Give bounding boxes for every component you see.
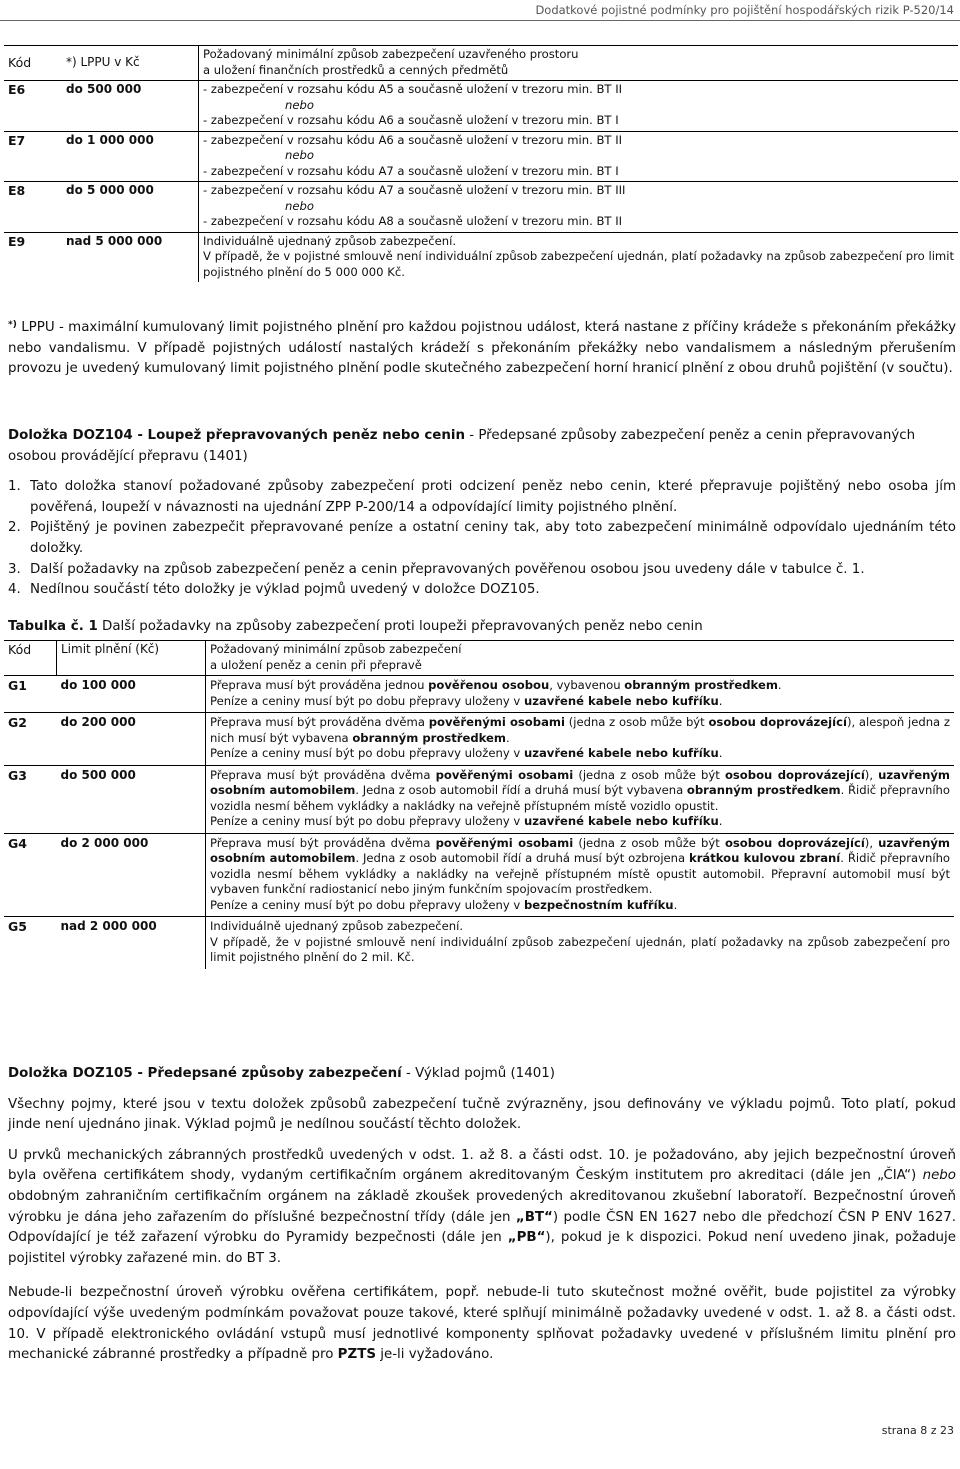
table-row bbox=[4, 81, 958, 132]
header-requirement bbox=[199, 46, 959, 81]
list-text: Pojištěný je povinen zabezpečit přepravované peníze a ostatní ceniny tak, aby toto zabezpečení minimálně odpovídalo ujednáním této doložky. bbox=[30, 520, 956, 556]
doz105-section bbox=[8, 1064, 956, 1366]
table-row bbox=[4, 833, 954, 917]
list-item bbox=[8, 477, 956, 518]
text-run: Přeprava musí být prováděna dvěma bbox=[210, 835, 436, 850]
list-item bbox=[8, 518, 956, 559]
text-run: . bbox=[718, 746, 723, 760]
footnote-text: LPPU - maximální kumulovaný limit pojistného plnění pro každou pojistnou událost, která nastane z příčiny krádeže s překonáním překážky nebo vandalismu. V případě pojistných událostí nastalých krádeží s překonáním překážky nebo vandalismem a následným přerušením provozu je uvedený kumulovaný limit pojistného plnění podle skutečného zabezpečení horní hranicí plnění z obou druhů pojištění (v součtu). bbox=[8, 320, 956, 377]
text-run: pověřenou osobou bbox=[428, 678, 550, 692]
req-line: - zabezpečení v rozsahu kódu A8 a současně uložení v trezoru min. BT II bbox=[203, 214, 623, 228]
row-code: E7 bbox=[4, 131, 62, 182]
row-requirement bbox=[206, 917, 955, 969]
row-limit: do 500 000 bbox=[62, 81, 199, 132]
text-run: Nebude-li bezpečnostní úroveň výrobku ověřena certifikátem, popř. nebude-li tuto skutečnost možné ověřit, bude pojistitel za výrobky odpovídající výše uvedeným podmínkám považovat pouze takové, které splňují minimálně požadavky uvedené v odst. 1. až 8. a části odst. 10. V případě elektronického ovládání vstupů musí jednotlivé komponenty splňovat požadavky uvedené v příslušném limitu plnění pro mechanické zábranné prostředky a případně pro bbox=[8, 1285, 956, 1363]
doz104-heading bbox=[8, 426, 956, 467]
text-run: . Jedna z osob automobil řídí a druhá musí být ozbrojena bbox=[355, 851, 689, 865]
table2-caption-label: Tabulka č. 1 bbox=[8, 619, 98, 634]
req-line: V případě, že v pojistné smlouvě není individuální způsob zabezpečení ujednán, platí požadavky na způsob zabezpečení pro limit pojistného plnění do 5 000 000 Kč. bbox=[203, 249, 954, 279]
req-text bbox=[210, 694, 950, 710]
text-run: Přeprava musí být prováděna jednou bbox=[210, 678, 429, 692]
row-code: G5 bbox=[8, 919, 27, 934]
text-run: . bbox=[718, 814, 723, 828]
text-run: uzavřené kabele nebo kufříku bbox=[523, 814, 719, 828]
list-item bbox=[8, 560, 956, 581]
row-requirement bbox=[206, 765, 955, 833]
row-limit: do 1 000 000 bbox=[62, 131, 199, 182]
row-limit: nad 5 000 000 bbox=[66, 233, 163, 248]
text-run: nebo bbox=[922, 1168, 956, 1184]
header-limit: Limit plnění (Kč) bbox=[57, 641, 206, 676]
table2-caption-text: Další požadavky na způsoby zabezpečení proti loupeži přepravovaných peněz nebo cenin bbox=[97, 619, 703, 634]
text-run: Peníze a ceniny musí být po dobu přepravy uloženy v bbox=[210, 746, 524, 760]
row-requirement bbox=[206, 713, 955, 766]
row-requirement bbox=[199, 182, 959, 233]
req-text bbox=[210, 768, 950, 815]
header-req-line1: Požadovaný minimální způsob zabezpečení uzavřeného prostoru bbox=[203, 47, 579, 61]
row-code: E9 bbox=[8, 233, 26, 249]
row-code: G1 bbox=[4, 676, 57, 713]
row-code: E8 bbox=[4, 182, 62, 233]
text-run: osobou doprovázející bbox=[708, 715, 847, 729]
nebo-label: nebo bbox=[285, 148, 314, 162]
req-line: - zabezpečení v rozsahu kódu A5 a současně uložení v trezoru min. BT II bbox=[203, 82, 623, 96]
doz105-paragraph bbox=[8, 1146, 956, 1270]
text-run: . Jedna z osob automobil řídí a druhá musí být vybavena bbox=[355, 783, 687, 797]
req-text bbox=[210, 715, 950, 746]
req-line: - zabezpečení v rozsahu kódu A6 a současně uložení v trezoru min. BT II bbox=[203, 132, 623, 147]
text-run: je-li vyžadováno. bbox=[375, 1347, 494, 1363]
text-run: ), pokud je k dispozici. Pokud není uvedeno jinak, požaduje pojistitel výrobky zařazené min. do BT 3. bbox=[8, 1230, 957, 1266]
text-run: obranným prostředkem bbox=[624, 678, 778, 692]
table-row bbox=[4, 232, 958, 282]
row-limit: nad 2 000 000 bbox=[60, 919, 157, 933]
doz104-list bbox=[8, 477, 956, 601]
row-limit: do 2 000 000 bbox=[57, 833, 206, 917]
nebo-label: nebo bbox=[285, 198, 314, 213]
text-run: Přeprava musí být prováděna dvěma bbox=[210, 767, 436, 782]
table-row bbox=[4, 131, 958, 182]
list-item bbox=[8, 580, 956, 601]
text-run: krátkou kulovou zbraní bbox=[688, 851, 841, 865]
doz105-subtitle: - Výklad pojmů (1401) bbox=[401, 1066, 555, 1081]
req-text: Individuálně ujednaný způsob zabezpečení. bbox=[210, 919, 464, 933]
req-text bbox=[210, 814, 950, 830]
text-run: U prvků mechanických zábranných prostředků uvedených v odst. 1. až 8. a části odst. 10. je požadováno, aby jejich bezpečnostní úroveň byla ověřena certifikátem shody, vydaným certifikačním orgánem akreditovaným Českým institutem pro akreditaci (dále jen „ČIA“) bbox=[8, 1147, 956, 1184]
text-run: . Řidič přepravního vozidla nesmí během vykládky a nakládky na veřejně přístupném místě opustit automobil. Přepravní automobil musí být vybaven funkční radiostanicí nebo jiným funkčním spojovacím prostředkem. bbox=[210, 851, 951, 896]
row-code: E6 bbox=[4, 81, 62, 132]
row-requirement bbox=[199, 232, 959, 282]
text-run: Přeprava musí být prováděna dvěma bbox=[210, 715, 429, 729]
row-code: G4 bbox=[4, 833, 57, 917]
text-run: . Řidič přepravního vozidla nesmí během vykládky a nakládky na veřejně přístupném místě vozidlo opustit. bbox=[210, 783, 950, 813]
req-line: - zabezpečení v rozsahu kódu A7 a současně uložení v trezoru min. BT I bbox=[203, 163, 619, 178]
header-limit: *) LPPU v Kč bbox=[62, 46, 199, 81]
text-run: uzavřené kabele nebo kufříku bbox=[523, 693, 719, 708]
text-run: Peníze a ceniny musí být po dobu přepravy uloženy v bbox=[210, 814, 524, 828]
text-run: PZTS bbox=[337, 1347, 376, 1363]
table2-caption bbox=[8, 617, 956, 638]
text-run: „BT“ bbox=[515, 1209, 553, 1225]
nebo-label: nebo bbox=[285, 97, 314, 112]
text-run: uzavřené kabele nebo kufříku bbox=[523, 746, 719, 760]
row-requirement bbox=[206, 676, 955, 713]
table-g-codes bbox=[4, 640, 954, 969]
table-header-row bbox=[4, 46, 958, 81]
row-requirement bbox=[199, 81, 959, 132]
text-run: uzavřeným osobním automobilem bbox=[210, 767, 950, 797]
text-run: „PB“ bbox=[507, 1230, 546, 1246]
table-row bbox=[4, 917, 954, 969]
row-code: G3 bbox=[4, 765, 57, 833]
row-limit: do 200 000 bbox=[57, 713, 206, 766]
text-run: (jedna z osob může být bbox=[564, 715, 709, 729]
req-line: - zabezpečení v rozsahu kódu A7 a současně uložení v trezoru min. BT III bbox=[203, 183, 626, 197]
text-run: . bbox=[777, 678, 782, 692]
text-run: pověřenými osobami bbox=[435, 835, 574, 850]
list-number: 2. bbox=[8, 520, 21, 536]
page-header: Dodatkové pojistné podmínky pro pojištění hospodářských rizik P-520/14 bbox=[535, 3, 954, 17]
list-text: Tato doložka stanoví požadované způsoby zabezpečení proti odcizení peněz nebo cenin, které přepravuje pojištěný nebo osoba jím pověřená, loupeží v návaznosti na ujednání ZPP P-200/14 a odpovídající limity pojistného plnění. bbox=[30, 479, 956, 515]
text-run: obdobným zahraničním certifikačním orgánem na základě zkoušek provedených akreditovanou zkušební laboratoří. Bezpečnostní úroveň výrobku je dána jeho zařazením do příslušné bezpečnostní třídy (dále jen bbox=[8, 1188, 956, 1225]
text-run: pověřenými osobami bbox=[435, 767, 574, 782]
text-run: obranným prostředkem bbox=[352, 730, 506, 745]
list-number: 3. bbox=[8, 561, 21, 577]
footnote-star: *) bbox=[8, 320, 17, 330]
row-limit: do 5 000 000 bbox=[62, 182, 199, 233]
header-code: Kód bbox=[4, 641, 57, 676]
header-divider bbox=[0, 20, 960, 21]
doz105-heading bbox=[8, 1064, 956, 1085]
text-run: Peníze a ceniny musí být po dobu přepravy uloženy v bbox=[210, 897, 524, 912]
table-e-codes bbox=[4, 45, 958, 282]
header-req-line1: Požadovaný minimální způsob zabezpečení bbox=[210, 642, 462, 656]
text-run: Peníze a ceniny musí být po dobu přepravy uloženy v bbox=[210, 693, 524, 708]
page-number: strana 8 z 23 bbox=[881, 1424, 954, 1437]
text-run: osobou doprovázející bbox=[724, 767, 865, 782]
list-number: 1. bbox=[8, 479, 21, 495]
doz104-subtitle: - Předepsané způsoby zabezpečení peněz a cenin přepravovaných osobou provádějící přepravu (1401) bbox=[8, 428, 916, 464]
doz105-paragraph: Všechny pojmy, které jsou v textu doložek způsobů zabezpečení tučně zvýrazněny, jsou definovány ve výkladu pojmů. Toto platí, pokud jinde není ujednáno jinak. Výklad pojmů je nedílnou součástí těchto doložek. bbox=[8, 1096, 956, 1133]
header-requirement bbox=[206, 641, 955, 676]
req-text bbox=[210, 746, 950, 762]
table-row bbox=[4, 765, 954, 833]
text-run: . bbox=[718, 693, 723, 708]
doz105-title: Doložka DOZ105 - Předepsané způsoby zabezpečení bbox=[8, 1066, 402, 1081]
doz104-title: Doložka DOZ104 - Loupež přepravovaných peněz nebo cenin bbox=[8, 428, 465, 443]
table-row bbox=[4, 676, 954, 713]
text-run: ), bbox=[864, 767, 879, 782]
header-req-line2: a uložení peněz a cenin při přepravě bbox=[210, 657, 422, 672]
req-text: V případě, že v pojistné smlouvě není individuální způsob zabezpečení ujednán, platí požadavky na způsob zabezpečení pro limit pojistného plnění do 2 mil. Kč. bbox=[210, 934, 950, 964]
req-text bbox=[210, 678, 950, 694]
text-run: bezpečnostním kufříku bbox=[523, 897, 674, 912]
text-run: (jedna z osob může být bbox=[573, 835, 725, 850]
req-line: Individuálně ujednaný způsob zabezpečení. bbox=[203, 233, 457, 248]
req-text bbox=[210, 836, 950, 898]
text-run: . bbox=[673, 897, 678, 912]
text-run: ), alespoň jedna z nich musí být vybavena bbox=[210, 715, 950, 745]
text-run: ), bbox=[864, 835, 879, 850]
text-run: pověřenými osobami bbox=[428, 715, 565, 729]
row-requirement bbox=[206, 833, 955, 917]
table-header-row bbox=[4, 641, 954, 676]
row-requirement bbox=[199, 131, 959, 182]
text-run: uzavřeným osobním automobilem bbox=[210, 835, 950, 865]
table-row bbox=[4, 713, 954, 766]
row-limit: do 500 000 bbox=[57, 765, 206, 833]
text-run: . bbox=[505, 730, 510, 745]
doz104-section bbox=[8, 426, 956, 601]
doz105-paragraph bbox=[8, 1283, 956, 1365]
header-code: Kód bbox=[4, 46, 62, 81]
text-run: (jedna z osob může být bbox=[573, 767, 725, 782]
list-text: Další požadavky na způsob zabezpečení peněz a cenin přepravovaných pověřenou osobou jsou uvedeny dále v tabulce č. 1. bbox=[30, 561, 865, 577]
row-code: G2 bbox=[4, 713, 57, 766]
text-run: osobou doprovázející bbox=[724, 835, 865, 850]
table-row bbox=[4, 182, 958, 233]
row-limit: do 100 000 bbox=[57, 676, 206, 713]
lppu-footnote bbox=[8, 318, 956, 380]
text-run: obranným prostředkem bbox=[686, 783, 841, 797]
req-text bbox=[210, 898, 950, 914]
text-run: ) podle ČSN EN 1627 nebo dle předchozí ČSN P ENV 1627. Odpovídající je též zařazení výrobku do Pyramidy bezpečnosti (dále jen bbox=[8, 1209, 956, 1246]
list-text: Nedílnou součástí této doložky je výklad pojmů uvedený v doložce DOZ105. bbox=[30, 582, 540, 598]
header-req-line2: a uložení finančních prostředků a cenných předmětů bbox=[203, 62, 509, 77]
req-line: - zabezpečení v rozsahu kódu A6 a současně uložení v trezoru min. BT I bbox=[203, 113, 619, 127]
text-run: , vybavenou bbox=[549, 678, 625, 692]
list-number: 4. bbox=[8, 582, 21, 598]
